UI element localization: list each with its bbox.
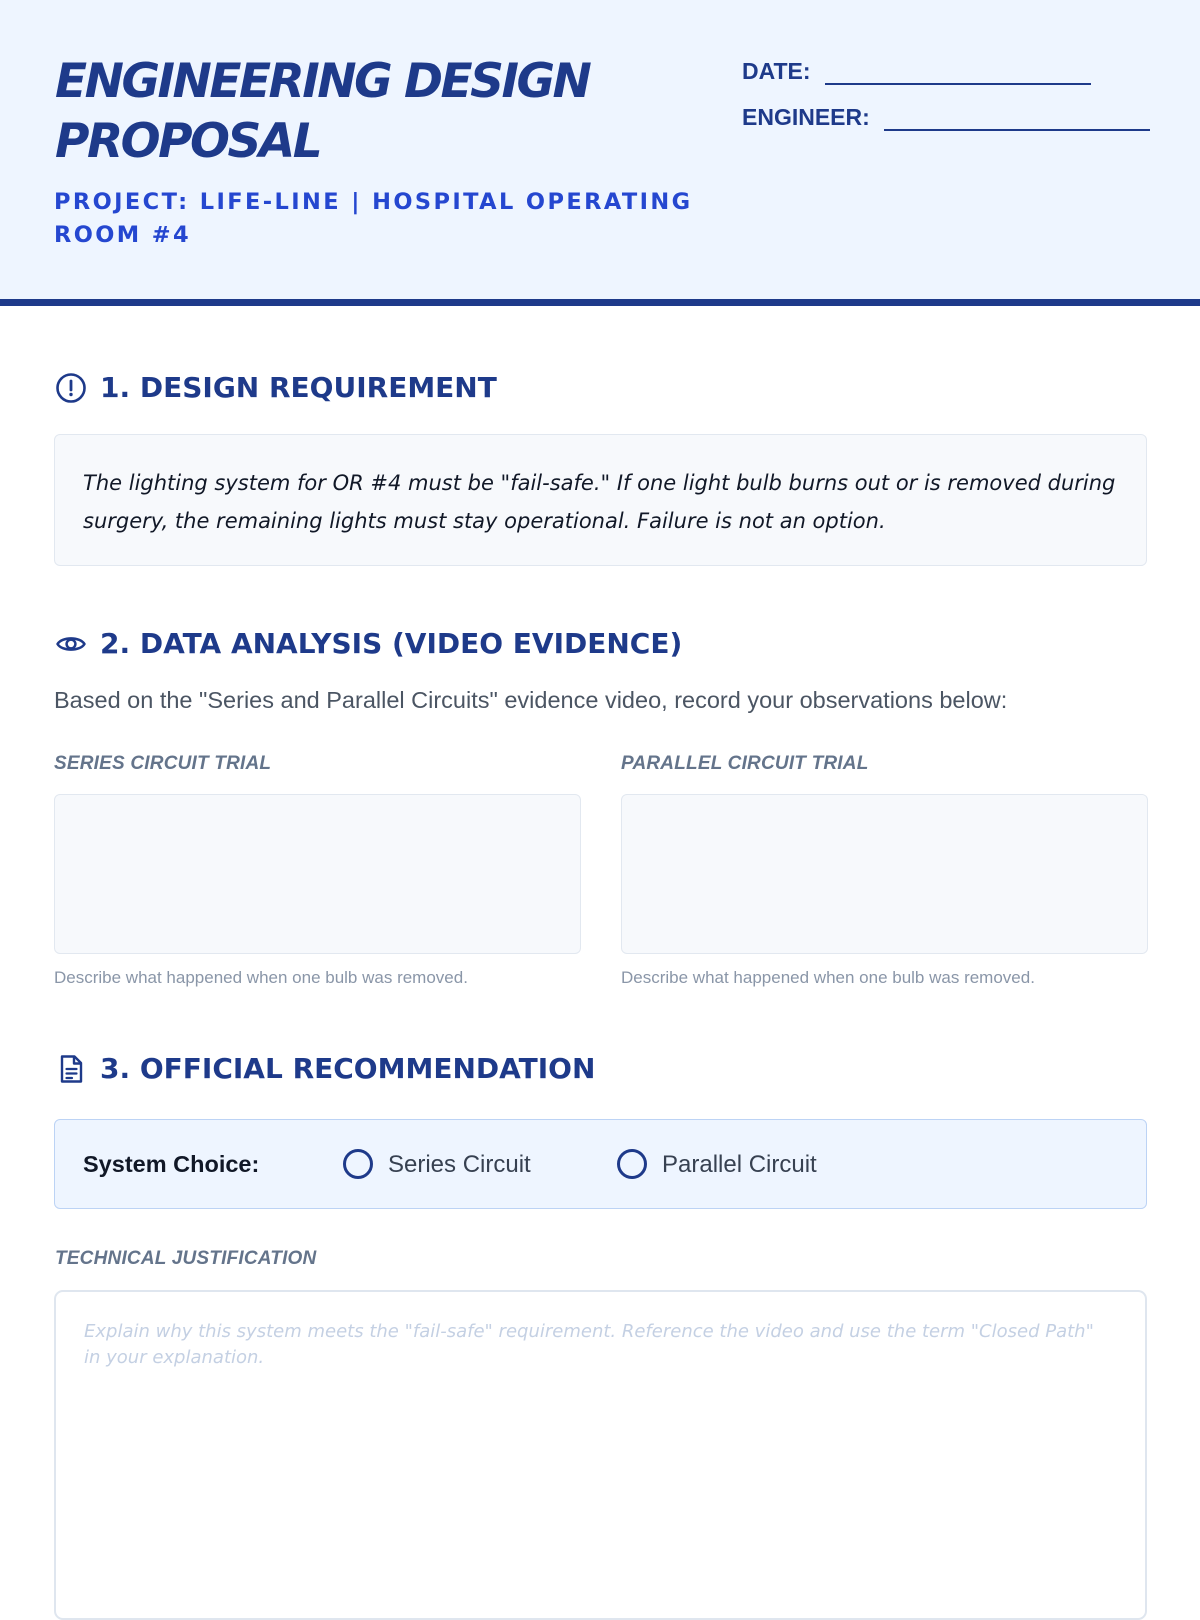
document-icon [55, 1053, 87, 1085]
date-label: DATE: [742, 58, 811, 84]
series-trial-label: SERIES CIRCUIT TRIAL [54, 753, 272, 774]
date-field[interactable] [825, 59, 1091, 85]
parallel-circuit-option-label[interactable]: Parallel Circuit [662, 1151, 817, 1178]
section-requirement-heading [55, 371, 497, 404]
parallel-hint: Describe what happened when one bulb was removed. [621, 968, 1035, 987]
engineer-label: ENGINEER: [742, 104, 870, 130]
section-title: 3. OFFICIAL RECOMMENDATION [100, 1052, 596, 1085]
technical-justification-label: TECHNICAL JUSTIFICATION [55, 1248, 317, 1269]
section-analysis-heading [55, 627, 682, 660]
requirement-box [54, 434, 1147, 566]
requirement-text: The lighting system for OR #4 must be "fail-safe." If one light bulb burns out or is removed during surgery, the remaining lights must stay operational. Failure is not an option. [83, 471, 1116, 533]
proposal-header [0, 0, 1200, 306]
series-circuit-option-label[interactable]: Series Circuit [388, 1151, 531, 1178]
page-title: ENGINEERING DESIGN PROPOSAL [55, 54, 590, 169]
parallel-trial-label: PARALLEL CIRCUIT TRIAL [621, 753, 869, 774]
alert-circle-icon [55, 372, 87, 404]
series-circuit-radio[interactable] [343, 1149, 373, 1179]
parallel-observation-field[interactable] [621, 794, 1148, 954]
parallel-circuit-radio[interactable] [617, 1149, 647, 1179]
system-choice-group [54, 1119, 1147, 1209]
section-title: 2. DATA ANALYSIS (VIDEO EVIDENCE) [100, 627, 683, 660]
justification-placeholder: Explain why this system meets the "fail-safe" requirement. Reference the video and use the term "Closed Path" in your explanation. [84, 1321, 1094, 1368]
analysis-intro: Based on the "Series and Parallel Circuits" evidence video, record your observations below: [54, 687, 1008, 713]
eye-icon [55, 628, 87, 660]
series-hint: Describe what happened when one bulb was removed. [54, 968, 468, 987]
section-recommendation-heading [55, 1052, 595, 1085]
technical-justification-textarea[interactable] [54, 1290, 1147, 1620]
series-observation-field[interactable] [54, 794, 581, 954]
engineer-field[interactable] [884, 105, 1150, 131]
project-subtitle: PROJECT: LIFE-LINE | HOSPITAL OPERATING ROOM #4 [54, 189, 693, 248]
date-row [742, 58, 1091, 85]
engineer-row [742, 104, 1150, 131]
section-title: 1. DESIGN REQUIREMENT [100, 371, 497, 404]
system-choice-label: System Choice: [83, 1151, 260, 1177]
